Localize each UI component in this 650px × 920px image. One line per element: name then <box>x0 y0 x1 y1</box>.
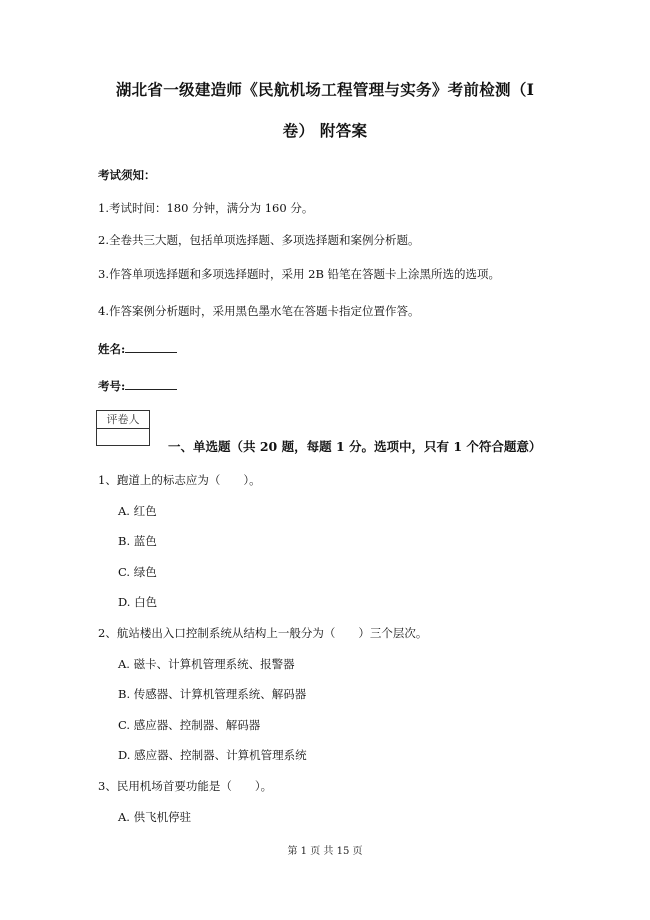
notice-item-3: 3.作答单项选择题和多项选择题时，采用 2B 铅笔在答题卡上涂黑所选的选项。 <box>98 267 501 281</box>
question-3-option-a: A. 供飞机停驻 <box>118 810 192 824</box>
notice-item-1: 1.考试时间：180 分钟，满分为 160 分。 <box>98 201 314 215</box>
document-title-line-1: 湖北省一级建造师《民航机场工程管理与实务》考前检测（I <box>115 80 535 99</box>
question-1-option-b: B. 蓝色 <box>118 534 157 548</box>
grader-label: 评卷人 <box>97 411 149 429</box>
question-1-stem: 1、跑道上的标志应为（ ）。 <box>98 473 261 487</box>
id-field <box>98 377 177 394</box>
name-field <box>98 340 177 357</box>
id-label: 考号: <box>98 379 126 393</box>
question-1-option-d: D. 白色 <box>118 595 158 609</box>
question-2-stem: 2、航站楼出入口控制系统从结构上一般分为（ ）三个层次。 <box>98 626 428 640</box>
grader-box <box>96 410 150 446</box>
notice-heading: 考试须知： <box>98 168 156 182</box>
page-footer: 第 1 页 共 15 页 <box>287 846 363 857</box>
question-2-option-d: D. 感应器、控制器、计算机管理系统 <box>118 748 307 762</box>
document-title-line-2: 卷） 附答案 <box>282 121 368 140</box>
notice-item-4: 4.作答案例分析题时，采用黑色墨水笔在答题卡指定位置作答。 <box>98 304 420 318</box>
id-blank[interactable] <box>125 377 177 390</box>
section-heading: 一、单选题（共 20 题，每题 1 分。选项中，只有 1 个符合题意） <box>168 439 542 454</box>
question-1-option-c: C. 绿色 <box>118 565 157 579</box>
question-2-option-b: B. 传感器、计算机管理系统、解码器 <box>118 687 307 701</box>
question-1-option-a: A. 红色 <box>118 504 157 518</box>
notice-item-2: 2.全卷共三大题，包括单项选择题、多项选择题和案例分析题。 <box>98 233 420 247</box>
name-blank[interactable] <box>125 340 177 353</box>
question-3-stem: 3、民用机场首要功能是（ ）。 <box>98 779 273 793</box>
question-2-option-a: A. 磁卡、计算机管理系统、报警器 <box>118 657 295 671</box>
name-label: 姓名: <box>98 342 126 356</box>
question-2-option-c: C. 感应器、控制器、解码器 <box>118 718 261 732</box>
